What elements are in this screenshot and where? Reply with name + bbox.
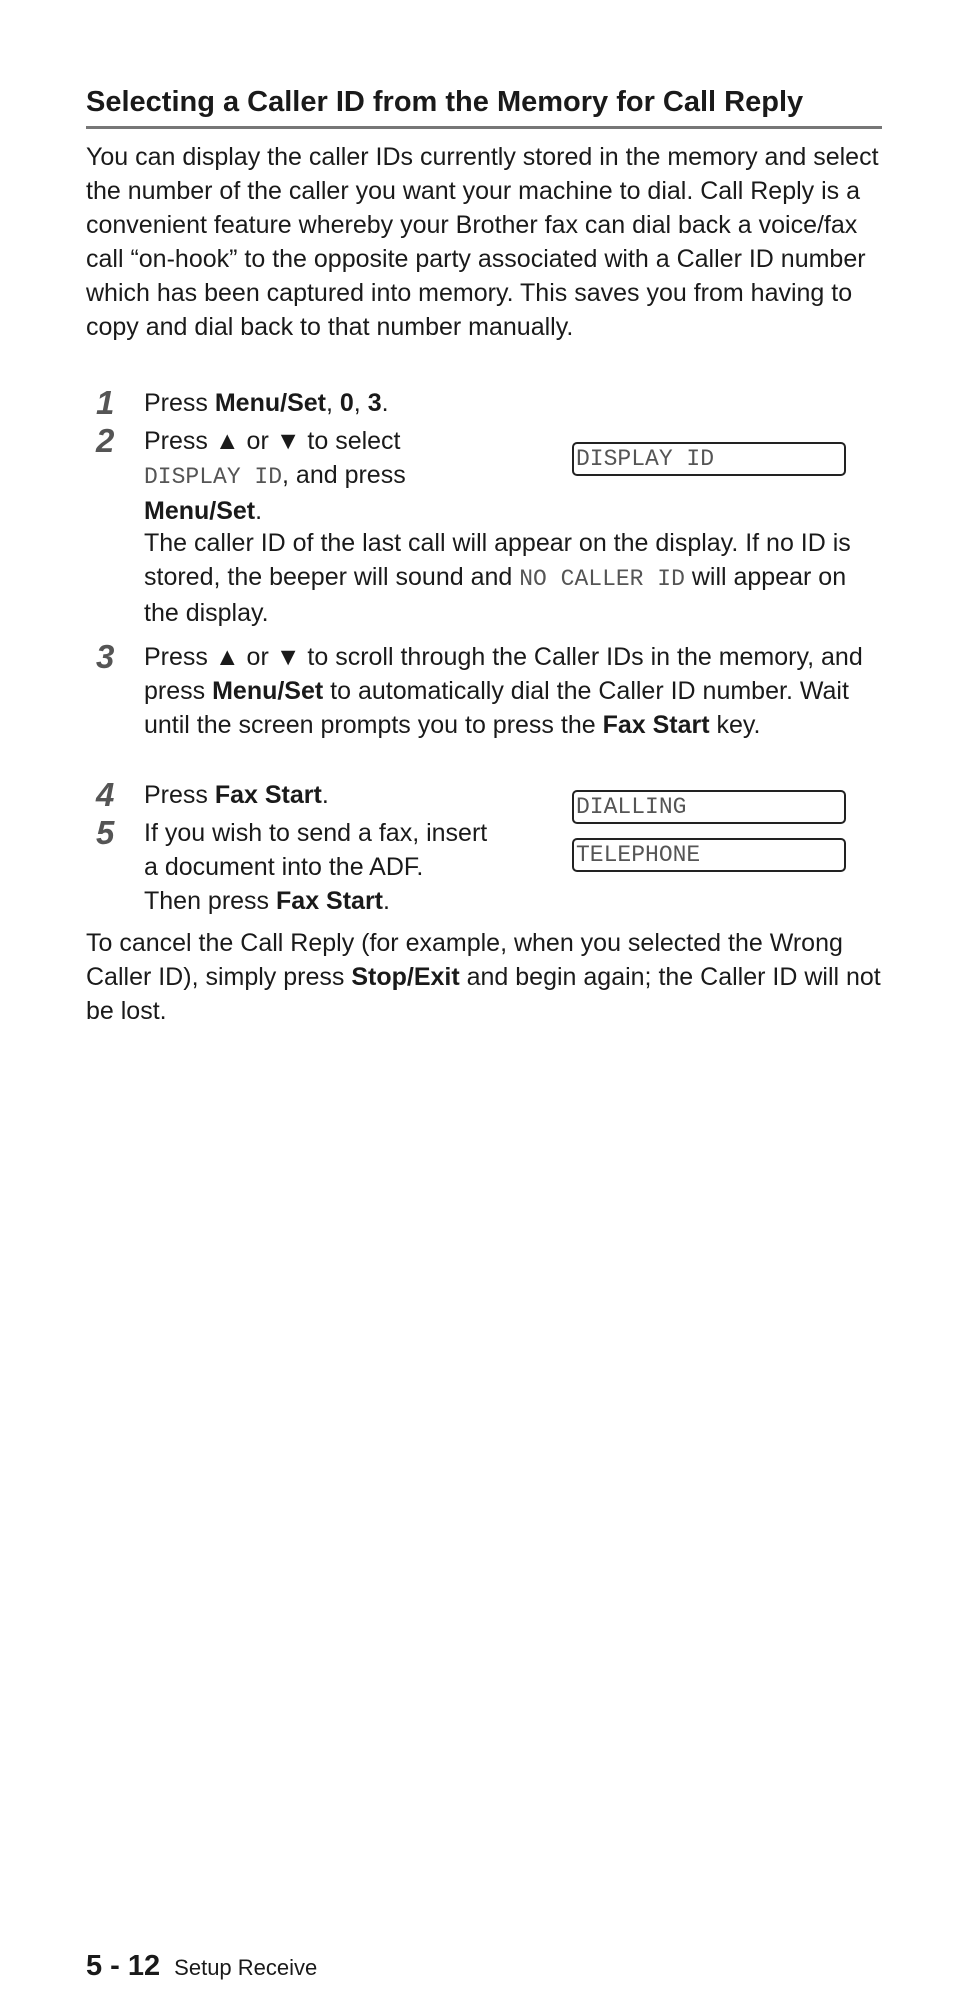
step-line: DISPLAY ID, and press [144,461,406,490]
lcd-display-display-id: DISPLAY ID [572,442,846,476]
lcd-display-telephone: TELEPHONE [572,838,846,872]
key-fax-start: Fax Start [602,711,710,739]
key-fax-start: Fax Start [214,781,322,809]
key-stop-exit: Stop/Exit [351,963,460,991]
key-menu-set: Menu/Set [212,677,324,705]
step-line: Press ▲ or ▼ to select [144,427,401,455]
page-number: 5 - 12 [86,1950,161,1982]
step-number: 5 [96,814,115,851]
key-menu-set: Menu/Set [214,389,326,417]
step-number: 3 [96,638,115,675]
step-line: a document into the ADF. [144,853,424,881]
section-heading: Selecting a Caller ID from the Memory for Call Reply [86,84,882,129]
step-line: Then press Fax Start. [144,887,390,915]
intro-paragraph: You can display the caller IDs currently stored in the memory and select the number of the caller you want your machine to dial. Call Reply is a convenient feature whereby your Brother fax can dial back a voice/fax call “on-hook” to the opposite party associated with a Caller ID number which has been captured into memory. This saves you from having to copy and dial back to that number manually. [86,143,879,341]
key-menu-set: Menu/Set [144,497,256,525]
step-text: Press ▲ or ▼ to scroll through the Caller IDs in the memory, and press Menu/Set to automatically dial the Caller ID number. Wait until the screen prompts you to press the Fax Start key. [144,643,863,739]
step-number: 1 [96,384,115,421]
step-number: 2 [96,422,115,459]
step-line: If you wish to send a fax, insert [144,819,488,847]
key-fax-start: Fax Start [276,887,383,915]
page-footer [86,1948,317,1986]
key-3: 3 [367,389,382,417]
key-0: 0 [339,389,354,417]
lcd-display-dialling: DIALLING [572,790,846,824]
lcd-inline-text: DISPLAY ID [144,464,283,490]
step-line: Menu/Set. [144,497,263,525]
step-note: The caller ID of the last call will appear on the display. If no ID is stored, the beeper will sound and NO CALLER ID will appear on the display. [144,529,851,627]
lcd-inline-text: NO CALLER ID [519,566,685,592]
section-name: Setup Receive [174,1955,318,1980]
step-text [144,424,564,528]
step-text: Press Menu/Set, 0, 3. [144,389,389,417]
step-text: Press Fax Start. [144,781,329,809]
closing-paragraph: To cancel the Call Reply (for example, when you selected the Wrong Caller ID), simply press Stop/Exit and begin again; the Caller ID will not be lost. [86,929,881,1025]
step-number: 4 [96,776,115,813]
step-text [144,816,564,918]
